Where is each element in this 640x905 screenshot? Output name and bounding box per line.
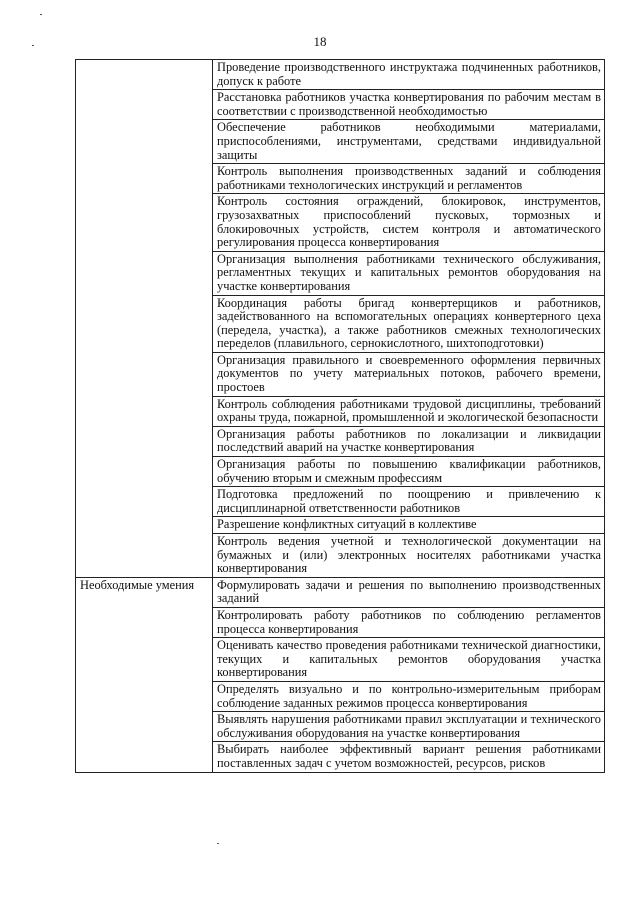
table-cell-text: Контроль соблюдения работниками трудовой дисциплины, требований охраны труда, пожарной, промышленной и экологической безопасности <box>213 396 605 426</box>
table-cell-text: Расстановка работников участка конвертирования по рабочим местам в соответствии с производственной необходимостью <box>213 90 605 120</box>
table-cell-text: Контролировать работу работников по соблюдению регламентов процесса конвертирования <box>213 607 605 637</box>
table-cell-text: Оценивать качество проведения работниками технической диагностики, текущих и капитальных ремонтов оборудования участка конвертирования <box>213 638 605 682</box>
table-cell-text: Организация правильного и своевременного оформления первичных документов по учету материальных потоков, рабочего времени, простоев <box>213 352 605 396</box>
table-cell-text: Выявлять нарушения работниками правил эксплуатации и технического обслуживания оборудования на участке конвертирования <box>213 712 605 742</box>
table-cell-text: Проведение производственного инструктажа подчиненных работников, допуск к работе <box>213 60 605 90</box>
table-cell-text: Координация работы бригад конвертерщиков и работников, задействованного на вспомогательных операциях конвертерного цеха (передела, участка), а также работников смежных технологических переделов (плавильного, сернокислотного, шихтоподготовки) <box>213 295 605 352</box>
table-cell-text: Разрешение конфликтных ситуаций в коллективе <box>213 517 605 534</box>
table-cell-text: Организация работы работников по локализации и ликвидации последствий аварий на участке конвертирования <box>213 426 605 456</box>
table-row <box>76 60 605 90</box>
table-cell-text: Контроль ведения учетной и технологической документации на бумажных и (или) электронных носителях работниками участка конвертирования <box>213 534 605 578</box>
row-header-empty <box>76 60 213 578</box>
table-cell-text: Выбирать наиболее эффективный вариант решения работниками поставленных задач с учетом возможностей, ресурсов, рисков <box>213 742 605 772</box>
table-cell-text: Контроль выполнения производственных заданий и соблюдения работниками технологических инструкций и регламентов <box>213 164 605 194</box>
row-header-label: Необходимые умения <box>76 577 213 772</box>
scan-speck <box>217 843 219 844</box>
table-cell-text: Обеспечение работников необходимыми материалами, приспособлениями, инструментами, средствами индивидуальной защиты <box>213 120 605 164</box>
table-cell-text: Контроль состояния ограждений, блокировок, инструментов, грузозахватных приспособлений пусковых, тормозных и блокировочных устройств, систем контроля и автоматического регулирования процесса конвертирования <box>213 194 605 251</box>
page-number: 18 <box>313 34 327 49</box>
table-cell-text: Подготовка предложений по поощрению и привлечению к дисциплинарной ответственности работников <box>213 487 605 517</box>
table-cell-text: Формулировать задачи и решения по выполнению производственных заданий <box>213 577 605 607</box>
scan-speck <box>40 14 42 15</box>
competency-table <box>75 59 605 773</box>
table-body <box>76 60 605 773</box>
table-cell-text: Организация выполнения работниками технического обслуживания, регламентных текущих и капитальных ремонтов оборудования на участке конвертирования <box>213 251 605 295</box>
table-row <box>76 577 605 607</box>
table-cell-text: Определять визуально и по контрольно-измерительным приборам соблюдение заданных режимов процесса конвертирования <box>213 681 605 711</box>
table-cell-text: Организация работы по повышению квалификации работников, обучению вторым и смежным профессиям <box>213 457 605 487</box>
